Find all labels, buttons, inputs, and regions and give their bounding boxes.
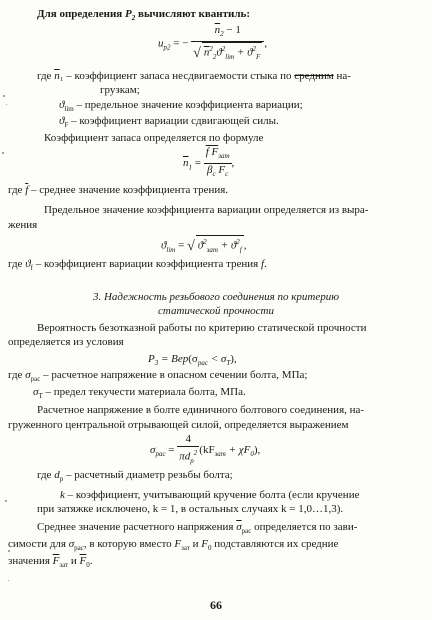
symbol: + ϑ	[217, 239, 237, 252]
symbol: $\overline{n}$	[54, 70, 60, 82]
subscript: p2	[163, 43, 171, 52]
text-fragment: и	[68, 555, 80, 567]
subscript: рас	[74, 544, 84, 553]
subscript: рас	[197, 359, 208, 368]
sqrt-icon: √	[193, 45, 201, 61]
text-fragment: при затяжке исключено, k = 1, в остальных случаях k = 1,0…1,3).	[37, 503, 344, 515]
symbol: + χF	[225, 443, 251, 456]
formula-lhs: σ	[150, 443, 156, 456]
text-fragment: Среднее значение расчетного напряжения	[37, 521, 237, 533]
scan-speck	[5, 500, 7, 502]
text-fragment: ),	[253, 443, 261, 456]
paragraph-mean-stress	[37, 521, 357, 538]
paragraph-limit-variation-cont	[8, 219, 37, 232]
subscript: 2	[212, 53, 217, 62]
struck-word: средним	[294, 70, 334, 82]
heading-line: статической прочности	[158, 305, 274, 317]
superscript: 2	[236, 238, 240, 246]
text-fragment: Коэффициент запаса определяется по формуле	[44, 132, 264, 144]
fraction-numerator	[191, 24, 264, 42]
formula-equals: =	[192, 157, 204, 170]
symbol: = Вер	[158, 353, 189, 365]
paragraph-reliability-cont	[8, 336, 124, 349]
subscript: lim	[225, 53, 235, 62]
symbol: $\overline{f}$	[25, 184, 29, 196]
symbol: ϑ	[197, 239, 204, 252]
symbol: σ	[25, 369, 31, 381]
text-fragment: , в которую вместо	[83, 538, 175, 550]
fraction-denominator	[191, 42, 264, 64]
text-fragment: – коэффициент, учитывающий кручение болта (если кручение	[64, 489, 360, 501]
fraction-numerator	[204, 146, 232, 164]
symbol: σ	[68, 538, 75, 550]
page-number: 66	[210, 598, 222, 612]
scan-speck	[2, 152, 4, 154]
subscript: зат	[214, 450, 226, 459]
formula-safety-factor	[183, 146, 234, 181]
subscript: 2	[220, 30, 224, 39]
symbol: F	[201, 538, 208, 550]
intro-line	[37, 8, 250, 25]
formula-fraction	[191, 24, 264, 64]
formula-equals: =	[175, 239, 188, 252]
symbol: πd	[179, 450, 191, 463]
text-fragment: Расчетное напряжение в болте единичного болтового соединения, на-	[37, 404, 365, 416]
subscript: 1	[188, 163, 192, 172]
text-fragment: где	[37, 469, 55, 481]
symbol: + ϑ	[234, 46, 253, 59]
text-fragment: значения	[8, 555, 53, 567]
symbol: σ	[33, 386, 39, 398]
symbol-p: P	[125, 8, 132, 20]
symbol: ϑ	[59, 99, 65, 111]
formula-calc-stress	[150, 433, 260, 468]
subscript: рас	[241, 527, 252, 536]
symbol: < σ	[207, 353, 227, 365]
definition-sigma-calc	[8, 369, 307, 386]
subscript: p	[59, 475, 64, 484]
text-fragment: .	[264, 258, 267, 270]
text-fragment: − 1	[223, 24, 241, 36]
symbol: k	[60, 489, 65, 501]
scan-speck	[8, 580, 9, 581]
definition-sigma-yield	[33, 386, 246, 403]
fraction-numerator: 4	[177, 433, 199, 447]
formula-equals: =	[165, 443, 178, 456]
text-fragment: груженного центральной отрывающей силой, определяется выражением	[8, 419, 349, 431]
text-fragment: Вероятность безотказной работы по критерию статической прочности	[37, 322, 367, 334]
symbol: F	[215, 164, 226, 177]
subscript: 0	[208, 544, 212, 553]
subscript: f	[30, 264, 33, 273]
sqrt-body	[202, 42, 262, 64]
text-fragment: ,	[264, 37, 268, 50]
text-fragment: – коэффициент вариации сдвигающей силы.	[68, 115, 279, 127]
text-fragment: где	[37, 70, 55, 82]
text-fragment: – предельное значение коэффициента вариации;	[73, 99, 303, 111]
paragraph-mean-stress-cont	[8, 538, 338, 555]
subscript: F	[256, 53, 261, 62]
sqrt-icon: √	[187, 238, 195, 254]
text-fragment: ,	[231, 157, 235, 170]
text-fragment: определяется из условия	[8, 336, 124, 348]
text-fragment: и	[189, 538, 202, 550]
paragraph-reliability	[37, 322, 367, 335]
fraction-denominator	[177, 447, 199, 468]
paragraph-calc-stress	[37, 404, 364, 417]
formula-lhs: ϑ	[161, 239, 167, 252]
subscript: 0	[250, 450, 254, 459]
subscript: T	[38, 392, 43, 401]
subscript: T	[226, 359, 231, 368]
text-fragment: ,	[243, 239, 247, 252]
subscript: рас	[155, 450, 166, 459]
subscript: зат	[181, 544, 190, 553]
subscript: зат	[218, 152, 230, 161]
formula-reliability	[148, 353, 237, 370]
symbol: ϑ	[59, 115, 65, 127]
subscript: c	[212, 170, 216, 179]
text-fragment: вычисляют квантиль:	[135, 8, 250, 20]
superscript: 2	[221, 45, 226, 54]
symbol: ϑ	[216, 46, 222, 59]
superscript: 2	[193, 449, 198, 457]
text-fragment: ),	[230, 353, 237, 365]
paragraph-calc-stress-cont	[8, 419, 348, 432]
subscript: p	[190, 456, 194, 465]
subscript: c	[225, 170, 229, 179]
text-fragment: .	[89, 555, 93, 567]
definition-dp	[37, 469, 233, 486]
symbol: (σ	[188, 353, 198, 365]
section-heading-cont	[0, 305, 432, 318]
subscript: lim	[64, 105, 74, 114]
definition-theta-f	[59, 115, 279, 132]
text-fragment: на-	[333, 70, 351, 82]
paragraph-limit-variation	[44, 204, 368, 217]
formula-fraction	[204, 146, 232, 181]
text-fragment: жения	[8, 219, 38, 231]
definition-n1-cont	[100, 84, 140, 97]
subscript: зат	[59, 561, 69, 570]
scan-speck	[6, 104, 7, 105]
subscript: рас	[30, 375, 41, 384]
symbol: $\overline{F}$	[52, 555, 60, 567]
symbol: f F	[205, 146, 219, 158]
text-fragment: грузкам;	[100, 84, 140, 96]
text-fragment: симости для	[8, 538, 69, 550]
symbol: n	[203, 46, 210, 59]
text-fragment: – расчетное напряжение в опасном сечении болта, МПа;	[40, 369, 308, 381]
text-fragment: Для определения	[37, 8, 123, 20]
formula-lhs: $\overline{n}$	[183, 157, 189, 170]
symbol: (kF	[199, 443, 215, 456]
scan-speck	[3, 95, 5, 97]
formula-fraction	[177, 433, 199, 468]
definition-k	[60, 489, 359, 502]
text-fragment: Предельное значение коэффициента вариации определяется из выра-	[44, 204, 369, 216]
subscript: F	[64, 121, 69, 130]
symbol: f	[261, 258, 265, 270]
superscript: 2	[252, 45, 257, 54]
definition-k-cont	[37, 503, 343, 516]
sqrt-body	[196, 235, 244, 257]
subscript: f	[239, 245, 242, 254]
definition-f	[8, 184, 228, 197]
section-heading	[0, 291, 432, 304]
text-fragment: подставляются их средние	[211, 538, 339, 550]
text-fragment: – предел текучести материала болта, МПа.	[42, 386, 246, 398]
formula-quantile	[158, 24, 267, 64]
text-fragment: где	[8, 258, 26, 270]
subscript: зат	[206, 245, 218, 254]
text-fragment: определяется по зави-	[251, 521, 358, 533]
formula-limit-variation	[161, 235, 247, 257]
text-fragment: – расчетный диаметр резьбы болта;	[63, 469, 233, 481]
heading-line: 3. Надежность резьбового соединения по критерию	[92, 291, 340, 303]
text-fragment: ₁ – коэффициент запаса несдвигаемости стыка по	[59, 70, 295, 82]
definition-theta-friction	[8, 258, 267, 275]
symbol: ϑ	[25, 258, 31, 270]
text-fragment: – среднее значение коэффициента трения.	[28, 184, 229, 196]
text-fragment: где	[8, 369, 26, 381]
symbol: $\overline{\sigma}$	[236, 521, 242, 533]
symbol: $\overline{F}$	[79, 555, 87, 567]
text-fragment: где	[8, 184, 26, 196]
subscript: lim	[166, 245, 176, 254]
definition-n1	[37, 70, 351, 83]
symbol: d	[54, 469, 60, 481]
paragraph-mean-stress-end	[8, 555, 93, 572]
subscript: 0	[86, 561, 90, 570]
scan-speck	[8, 550, 10, 552]
fraction-denominator	[204, 164, 232, 181]
definition-theta-lim	[59, 99, 303, 116]
paragraph-safety-factor	[44, 132, 263, 145]
superscript: 2	[203, 238, 207, 246]
superscript: 2	[209, 45, 213, 54]
subscript: 2	[131, 14, 136, 23]
formula-lhs: u	[158, 37, 164, 50]
symbol: F	[174, 538, 182, 550]
symbol: P	[148, 353, 155, 365]
subscript: 3	[154, 359, 159, 368]
formula-equals: = −	[170, 37, 189, 50]
symbol: β	[207, 164, 213, 177]
symbol: $\overline{n}$	[214, 24, 221, 36]
text-fragment: – коэффициент вариации коэффициента трения	[32, 258, 261, 270]
